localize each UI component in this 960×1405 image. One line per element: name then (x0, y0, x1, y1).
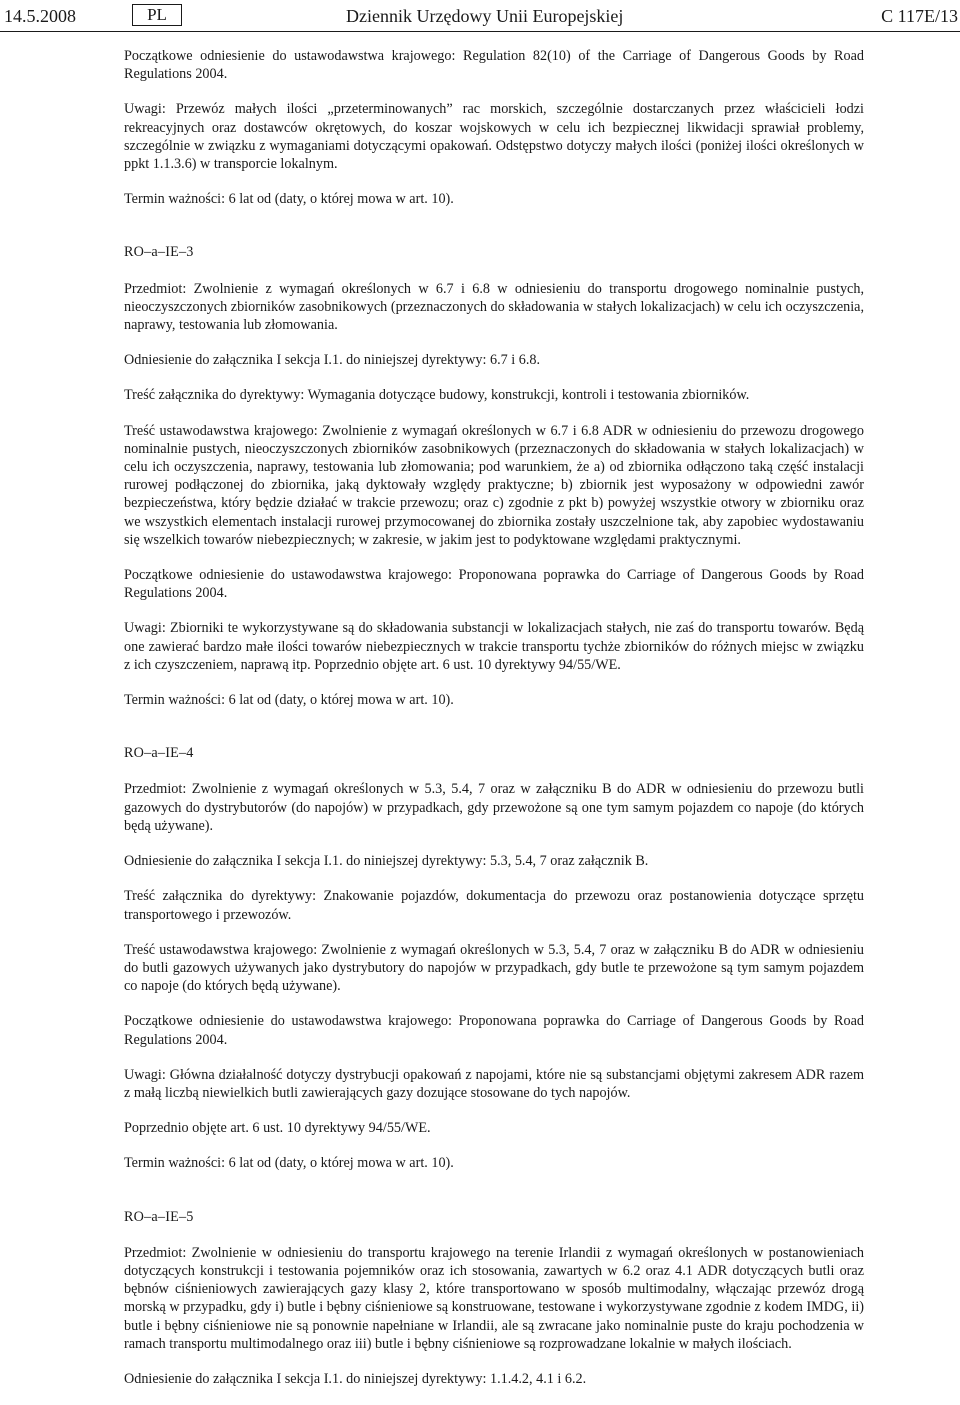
section-gap (124, 726, 864, 744)
paragraph-initial-reference: Początkowe odniesienie do ustawodawstwa krajowego: Proponowana poprawka do Carriage of Dangerous Goods by Road Regulations 2004. (124, 1013, 864, 1048)
paragraph-initial-reference: Początkowe odniesienie do ustawodawstwa krajowego: Regulation 82(10) of the Carriage of Dangerous Goods by Road Regulations 2004. (124, 48, 864, 83)
paragraph-remarks: Uwagi: Zbiorniki te wykorzystywane są do składowania substancji w lokalizacjach stałych, nie zaś do transportu towarów. Będą one zawierać bardzo małe ilości towarów niebezpiecznych w trakcie transportu tychże zbiorników do różnych miejsc w związku z ich czyszczeniem, naprawą itp. Poprzednio objęte art. 6 ust. 10 dyrektywy 94/55/WE. (124, 620, 864, 673)
document-body (124, 47, 864, 1405)
paragraph-annex-reference: Odniesienie do załącznika I sekcja I.1. do niniejszej dyrektywy: 5.3, 5.4, 7 oraz załącznik B. (124, 853, 649, 870)
paragraph-annex-reference: Odniesienie do załącznika I sekcja I.1. do niniejszej dyrektywy: 1.1.4.2, 4.1 i 6.2. (124, 1370, 587, 1387)
header-rule (0, 31, 960, 32)
section-gap (124, 225, 864, 243)
derogation-code: RO–a–IE–4 (124, 745, 194, 762)
paragraph-validity: Termin ważności: 6 lat od (daty, o której mowa w art. 10). (124, 191, 454, 208)
paragraph-annex-content: Treść załącznika do dyrektywy: Znakowanie pojazdów, dokumentacja do przewozu oraz postanowienia dotyczące sprzętu transportowego i przewozów. (124, 888, 864, 923)
paragraph-annex-reference: Odniesienie do załącznika I sekcja I.1. do niniejszej dyrektywy: 6.7 i 6.8. (124, 352, 541, 369)
paragraph-subject: Przedmiot: Zwolnienie z wymagań określonych w 6.7 i 6.8 w odniesieniu do transportu drogowego nominalnie pustych, nieoczyszczonych zbiorników zasobnikowych (przeznaczonych do składowania w stałych lokalizacjach) w celu ich oczyszczenia, naprawy, testowania lub złomowania. (124, 280, 864, 334)
journal-title: Dziennik Urzędowy Unii Europejskiej (346, 6, 624, 26)
paragraph-annex-content: Treść załącznika do dyrektywy: Wymagania dotyczące budowy, konstrukcji, kontroli i testowania zbiorników. (124, 387, 750, 404)
publication-date: 14.5.2008 (4, 6, 76, 26)
paragraph-subject: Przedmiot: Zwolnienie z wymagań określonych w 5.3, 5.4, 7 oraz w załączniku B do ADR w odniesieniu do przewozu butli gazowych do dystrybutorów (do napojów) w przypadkach, gdy przewożone są one tym samym pojazdem co napoje (do których będą używane). (124, 781, 864, 834)
paragraph-subject: Przedmiot: Zwolnienie w odniesieniu do transportu krajowego na terenie Irlandii z wymagań określonych w postanowieniach dotyczących konstrukcji i testowania pojemników oraz ich stosowania, zawartych w 6.2 oraz 4.1 ADR dotyczących butli oraz bębnów ciśnieniowych zawierających gazy klasy 2, które transportowano w sposób multimodalny, włączając przewóz drogą morską w przypadku, gdy i) butle i bębny ciśnieniowe są konstruowane, testowane i wykorzystywane zgodnie z kodem IMDG, ii) butle i bębny ciśnieniowe nie są ponownie napełniane w Irlandii, ale są zwracane jako nominalnie puste do kraju pochodzenia w ramach transportu multimodalnego oraz iii) butle i bębny ciśnieniowe są rozprowadzane lokalnie w małych ilościach. (124, 1244, 864, 1352)
paragraph-initial-reference: Początkowe odniesienie do ustawodawstwa krajowego: Proponowana poprawka do Carriage of Dangerous Goods by Road Regulations 2004. (124, 567, 864, 602)
paragraph-remarks: Uwagi: Przewóz małych ilości „przeterminowanych” rac morskich, szczególnie dostarczanych przez właścicieli łodzi rekreacyjnych oraz dostawców okrętowych, do koszar wojskowych w celu ich bezpiecznej likwidacji sprawiał problemy, szczególnie w związku z wymaganiami dotyczącymi opakowań. Odstępstwo dotyczy małych ilości (poniżej ilości określonych w ppkt 1.1.3.6) w transporcie lokalnym. (124, 101, 864, 173)
paragraph-national-law: Treść ustawodawstwa krajowego: Zwolnienie z wymagań określonych w 5.3, 5.4, 7 oraz w załączniku B do ADR w odniesieniu do butli gazowych używanych jako dystrybutory do napojów w przypadkach, gdy butle te przewożone są tym samym pojazdem co napoje (do których będą używane). (124, 941, 864, 995)
language-code-box: PL (132, 4, 182, 26)
paragraph-national-law: Treść ustawodawstwa krajowego: Zwolnienie z wymagań określonych w 6.7 i 6.8 ADR w odniesieniu do przewozu drogowego nominalnie pustych, nieoczyszczonych zbiorników zasobnikowych (przeznaczonych do składowania w stałych lokalizacjach) w celu ich oczyszczenia, naprawy, testowania lub złomowania; pod warunkiem, że a) od zbiornika odłączono taką część instalacji rurowej podłączonej do zbiornika, jaką dyktowały względy praktyczne; b) zbiornik jest wyposażony w odpowiedni zawór bezpieczeństwa, który będzie działać w trakcie przewozu; oraz c) zgodnie z pkt b) powyżej wszystkie otwory w zbiorniku oraz we wszystkich elementach instalacji rurowej przymocowanej do zbiornika zostały uszczelnione tak, aby zapobiec wydostawaniu się wszelkich towarów niebezpiecznych; w zakresie, w jakim jest to podyktowane względami praktycznymi. (124, 422, 864, 548)
paragraph-remarks: Uwagi: Główna działalność dotyczy dystrybucji opakowań z napojami, które nie są substancjami objętymi zakresem ADR razem z małą liczbą niewielkich butli zawierających gazy dozujące stosowane do tych napojów. (124, 1066, 864, 1101)
page-header (0, 0, 960, 34)
section-gap (124, 1190, 864, 1208)
page-number: C 117E/13 (881, 6, 958, 26)
derogation-code: RO–a–IE–3 (124, 244, 194, 261)
paragraph-validity: Termin ważności: 6 lat od (daty, o której mowa w art. 10). (124, 1155, 454, 1172)
paragraph-previous-coverage: Poprzednio objęte art. 6 ust. 10 dyrektywy 94/55/WE. (124, 1120, 431, 1137)
derogation-code: RO–a–IE–5 (124, 1208, 194, 1225)
paragraph-validity: Termin ważności: 6 lat od (daty, o której mowa w art. 10). (124, 692, 454, 709)
